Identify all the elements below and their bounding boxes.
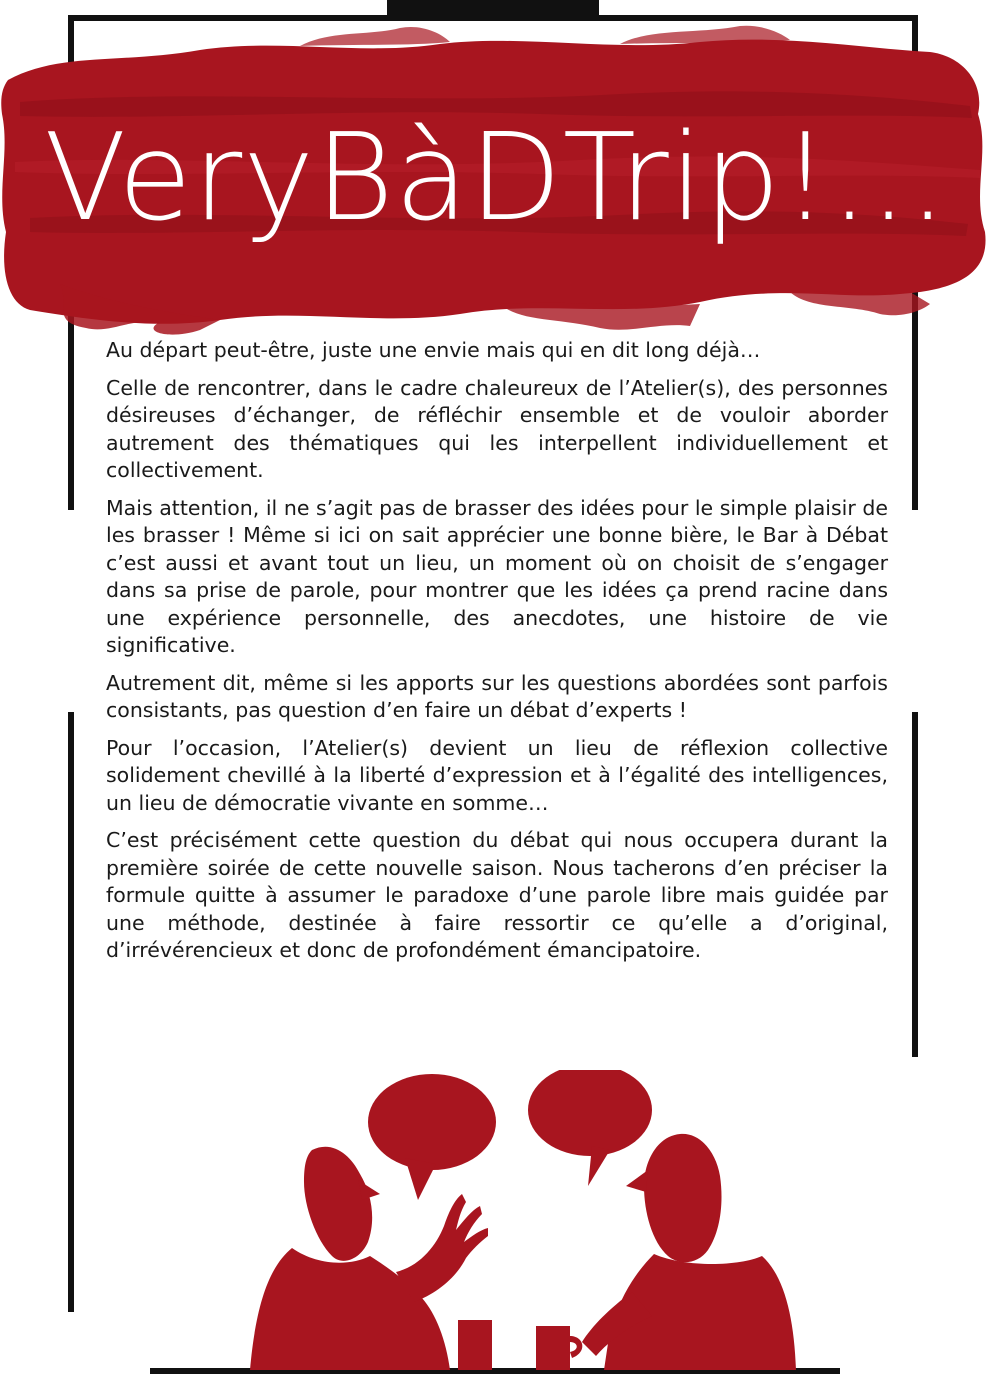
frame-top-line [68, 15, 918, 21]
frame-right-bottom [912, 712, 918, 1057]
paragraph-intro: Au départ peut-être, juste une envie mais qui en dit long déjà… [106, 338, 761, 362]
body-text [106, 337, 888, 975]
flyer-title: VeryBàDTrip!... [44, 109, 948, 248]
frame-right-lower [912, 320, 918, 510]
paragraph-experts: Autrement dit, même si les apports sur les questions abordées sont parfois consistants, pas question d’en faire un débat d’experts ! [106, 670, 888, 722]
paragraph-first-evening: C’est précisément cette question du débat qui nous occupera durant la première soirée de cette nouvelle saison. Nous tacherons d’en préciser la formule quitte à assumer le paradoxe d’une parole libre mais guidée par une méthode, destinée à faire ressortir ce qu’elle a d’original, d’irrévérencieux et donc de profondément émancipatoire. [106, 828, 888, 962]
paragraph-encounter: Celle de rencontrer, dans le cadre chaleureux de l’Atelier(s), des personnes désireuses d’échanger, de réfléchir ensemble et de vouloir aborder autrement des thématiques qui les interpellent individuellement et collectivement. [106, 375, 888, 482]
paragraph-occasion: Pour l’occasion, l’Atelier(s) devient un lieu de réflexion collective solidement chevillé à la liberté d’expression et à l’égalité des intelligences, un lieu de démocratie vivante en somme… [106, 735, 888, 815]
two-people-debating-icon [200, 1070, 820, 1370]
paragraph-attention: Mais attention, il ne s’agit pas de brasser des idées pour le simple plaisir de les brasser ! Même si ici on sait apprécier une bonne bière, le Bar à Débat c’est aussi et avant tout un lieu, un moment où on choisit de s’engager dans sa prise de parole, pour montrer que les idées ça prend racine dans une expérience personnelle, des anecdotes, une histoire de vie significative. [106, 495, 888, 657]
frame-left-lower [68, 712, 74, 1312]
